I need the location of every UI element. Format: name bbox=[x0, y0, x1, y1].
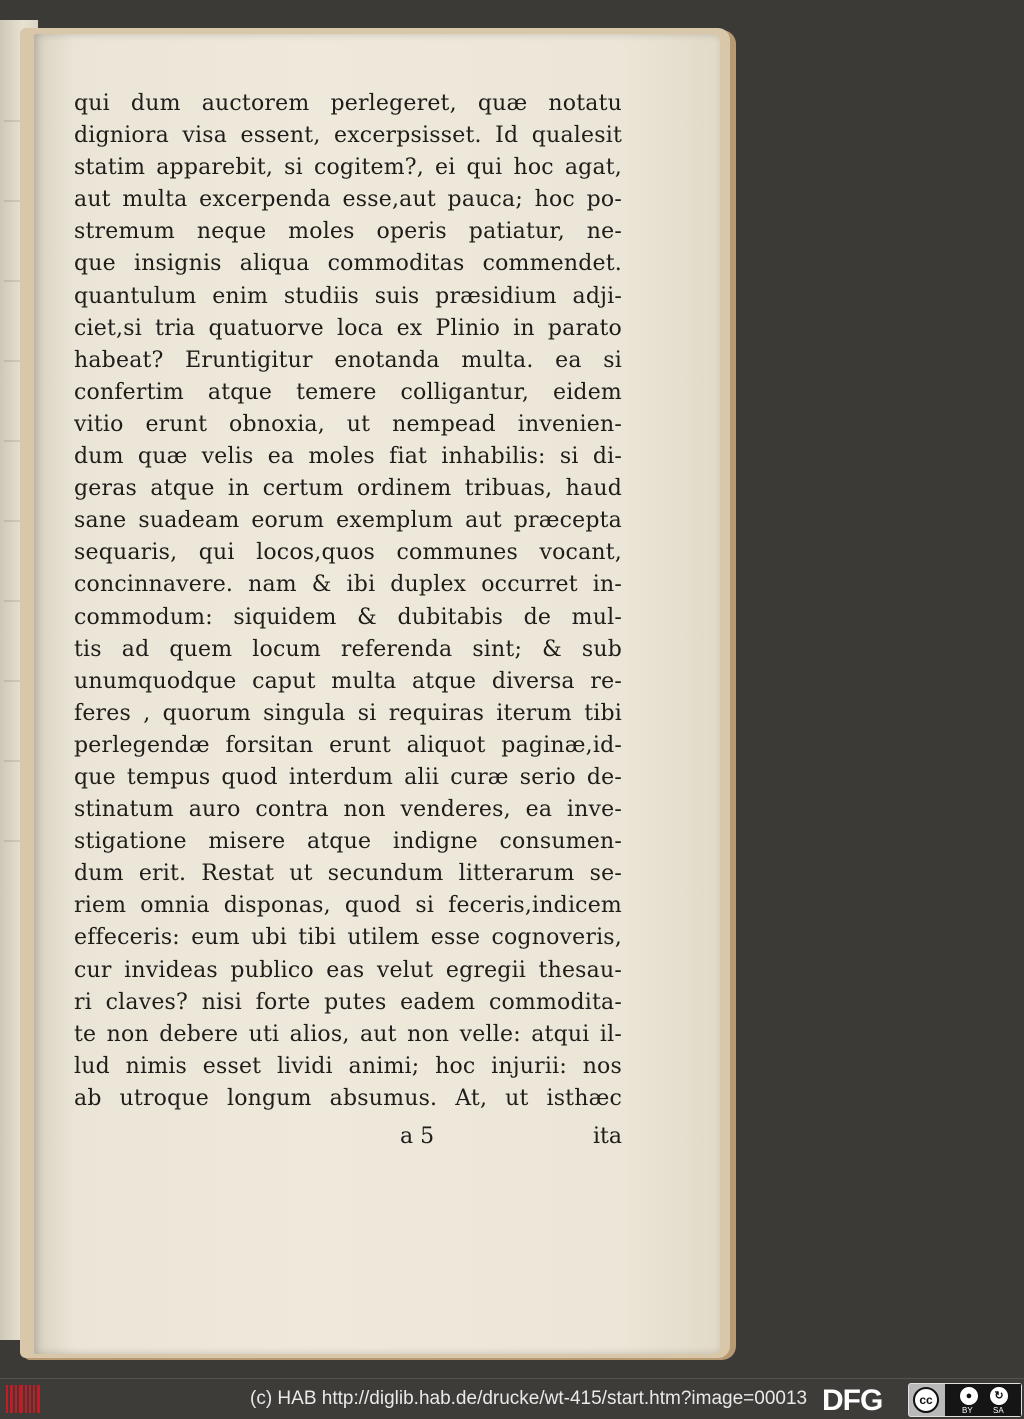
by-label: BY bbox=[962, 1406, 973, 1415]
cc-by-sa-license-badge[interactable] bbox=[908, 1383, 1022, 1417]
text-line: confertim atque temere colligantur, eidem bbox=[74, 379, 622, 405]
text-line: statim apparebit, si cogitem?, ei qui hoc agat, bbox=[74, 155, 622, 181]
text-line: aut multa excerpenda esse,aut pauca; hoc po- bbox=[74, 187, 622, 213]
text-line: dum erit. Restat ut secundum litterarum se- bbox=[74, 861, 622, 887]
viewer-footer bbox=[0, 1378, 1024, 1419]
text-line: unumquodque caput multa atque diversa re- bbox=[74, 668, 622, 694]
dfg-logo[interactable]: DFG bbox=[822, 1384, 883, 1417]
text-line: concinnavere. nam & ibi duplex occurret in- bbox=[74, 572, 622, 598]
hab-barcode-logo[interactable] bbox=[6, 1385, 40, 1413]
catchword: ita bbox=[593, 1124, 622, 1149]
text-line: sane suadeam eorum exemplum aut præcepta bbox=[74, 508, 622, 534]
text-line: digniora visa essent, excerpsisset. Id qualesit bbox=[74, 123, 622, 149]
text-line: vitio erunt obnoxia, ut nempead invenien- bbox=[74, 411, 622, 437]
page-footer-line bbox=[74, 1124, 622, 1160]
signature-mark: a 5 bbox=[400, 1124, 435, 1149]
text-line: te non debere uti alios, aut non velle: atqui il- bbox=[74, 1021, 622, 1047]
copyright-credit[interactable]: (c) HAB http://diglib.hab.de/drucke/wt-415/start.htm?image=00013 bbox=[250, 1388, 808, 1409]
sa-icon: ↻ bbox=[989, 1386, 1009, 1406]
text-line: habeat? Eruntigitur enotanda multa. ea si bbox=[74, 347, 622, 373]
text-line: tis ad quem locum referenda sint; & sub bbox=[74, 636, 622, 662]
sa-label: SA bbox=[993, 1406, 1004, 1415]
text-line: cur invideas publico eas velut egregii thesau- bbox=[74, 957, 622, 983]
text-line: perlegendæ forsitan erunt aliquot paginæ,id- bbox=[74, 732, 622, 758]
text-line: que tempus quod interdum alii curæ serio de- bbox=[74, 764, 622, 790]
text-line: effeceris: eum ubi tibi utilem esse cognoveris, bbox=[74, 925, 622, 951]
text-line: dum quæ velis ea moles fiat inhabilis: si di- bbox=[74, 444, 622, 470]
text-line: geras atque in certum ordinem tribuas, haud bbox=[74, 476, 622, 502]
text-line: ciet,si tria quatuorve loca ex Plinio in parato bbox=[74, 315, 622, 341]
text-line: quantulum enim studiis suis præsidium adji- bbox=[74, 283, 622, 309]
license-terms bbox=[945, 1384, 1021, 1416]
text-line: feres , quorum singula si requiras iterum tibi bbox=[74, 700, 622, 726]
by-icon: ● bbox=[959, 1386, 979, 1406]
cc-icon: cc bbox=[913, 1387, 939, 1413]
text-line: riem omnia disponas, quod si feceris,indicem bbox=[74, 893, 622, 919]
text-line: commodum: siquidem & dubitabis de mul- bbox=[74, 604, 622, 630]
text-line: stigatione misere atque indigne consumen- bbox=[74, 829, 622, 855]
text-line: que insignis aliqua commoditas commendet. bbox=[74, 251, 622, 277]
text-line: ab utroque longum absumus. At, ut isthæc bbox=[74, 1085, 622, 1111]
text-line: qui dum auctorem perlegeret, quæ notatu bbox=[74, 91, 622, 116]
text-line: ri claves? nisi forte putes eadem commodita- bbox=[74, 989, 622, 1015]
text-line: stremum neque moles operis patiatur, ne- bbox=[74, 219, 622, 245]
text-line: sequaris, qui locos,quos communes vocant, bbox=[74, 540, 622, 566]
text-line: lud nimis esset lividi animi; hoc injurii: nos bbox=[74, 1053, 622, 1079]
page-text bbox=[74, 88, 622, 1115]
text-line: stinatum auro contra non venderes, ea inve- bbox=[74, 797, 622, 823]
